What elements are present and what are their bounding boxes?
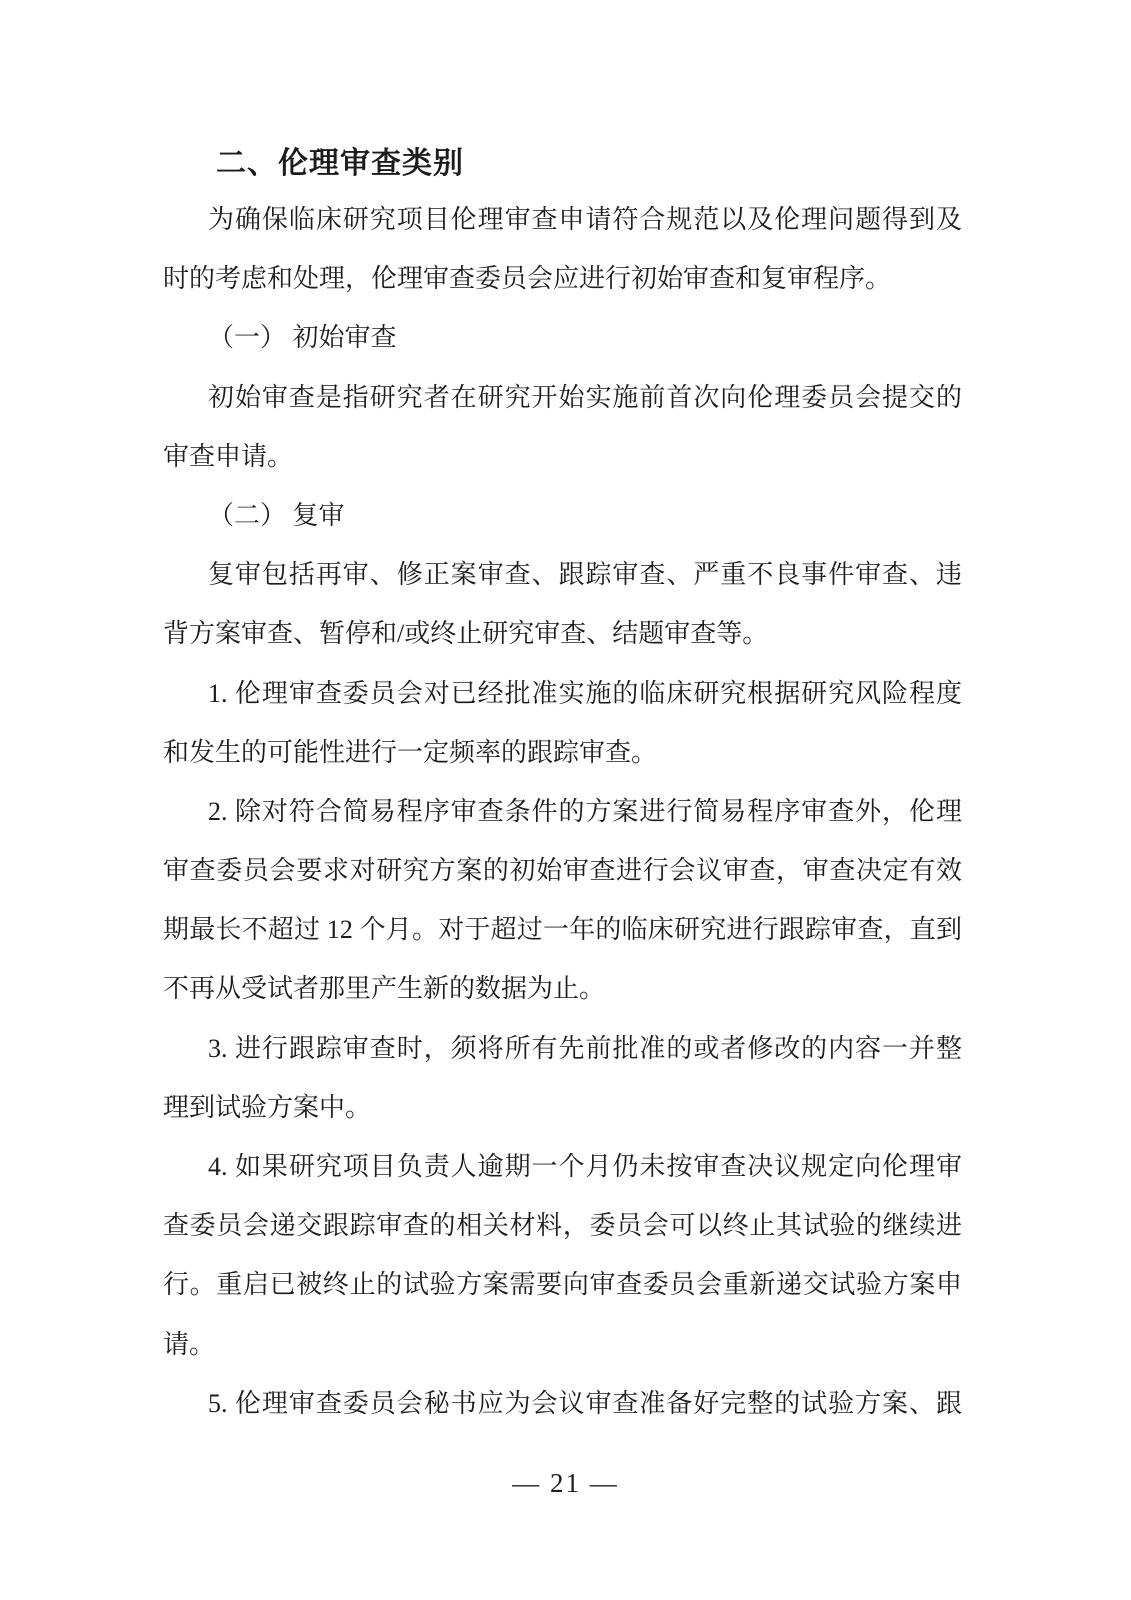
- text-line: 查委员会递交跟踪审查的相关材料，委员会可以终止其试验的继续进: [163, 1211, 962, 1241]
- subheading-line: （一） 初始审查: [208, 323, 397, 353]
- text-line: 初始审查是指研究者在研究开始实施前首次向伦理委员会提交的: [208, 382, 962, 412]
- text-line: 期最长不超过 12 个月。对于超过一年的临床研究进行跟踪审查，直到: [163, 915, 962, 945]
- text-line: 时的考虑和处理，伦理审查委员会应进行初始审查和复审程序。: [163, 264, 892, 294]
- text-line: 行。重启已被终止的试验方案需要向审查委员会重新递交试验方案申: [163, 1270, 962, 1300]
- text-line: 请。: [163, 1329, 216, 1359]
- text-line: 背方案审查、暂停和/或终止研究审查、结题审查等。: [163, 619, 769, 649]
- section-heading: 二、伦理审查类别: [216, 147, 464, 180]
- text-line: 审查申请。: [163, 441, 294, 471]
- document-body: [163, 190, 962, 1433]
- text-line: 理到试验方案中。: [163, 1092, 372, 1122]
- text-line: 和发生的可能性进行一定频率的跟踪审查。: [163, 737, 658, 767]
- subheading-line: （二） 复审: [208, 500, 345, 530]
- text-line: 1. 伦理审查委员会对已经批准实施的临床研究根据研究风险程度: [208, 678, 962, 708]
- text-line: 复审包括再审、修正案审查、跟踪审查、严重不良事件审查、违: [208, 560, 962, 590]
- text-line: 审查委员会要求对研究方案的初始审查进行会议审查，审查决定有效: [163, 856, 962, 886]
- text-line: 5. 伦理审查委员会秘书应为会议审查准备好完整的试验方案、跟: [208, 1388, 962, 1418]
- text-line: 2. 除对符合简易程序审查条件的方案进行简易程序审查外，伦理: [208, 796, 962, 826]
- page-number: — 21 —: [512, 1468, 619, 1498]
- text-line: 3. 进行跟踪审查时，须将所有先前批准的或者修改的内容一并整: [208, 1033, 962, 1063]
- text-line: 为确保临床研究项目伦理审查申请符合规范以及伦理问题得到及: [208, 205, 962, 234]
- text-line: 不再从受试者那里产生新的数据为止。: [163, 974, 606, 1004]
- text-line: 4. 如果研究项目负责人逾期一个月仍未按审查决议规定向伦理审: [208, 1152, 962, 1181]
